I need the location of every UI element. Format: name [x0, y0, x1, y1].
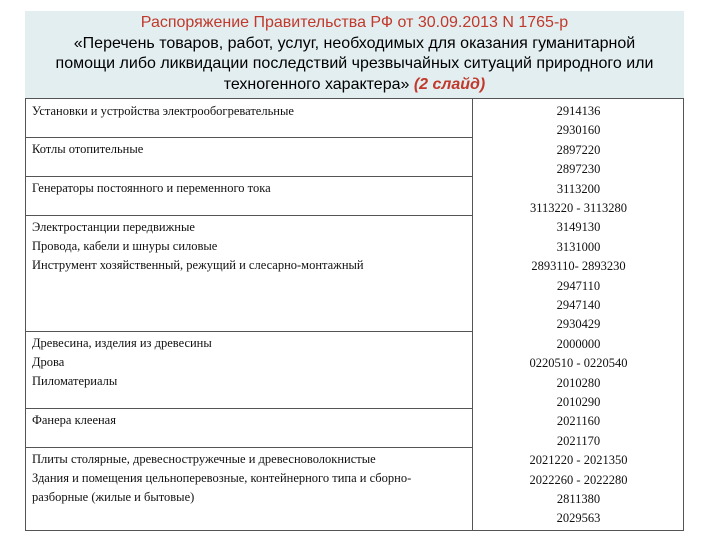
item-name: Здания и помещения цельноперевозные, контейнерного типа и сборно-разборные (жилые и бытовые)	[32, 471, 412, 504]
item-name: Котлы отопительные	[32, 142, 144, 156]
row-divider	[26, 215, 472, 216]
item-name: Пиломатериалы	[32, 374, 118, 388]
title-line-4	[25, 75, 684, 96]
item-name: Генераторы постоянного и переменного тока	[32, 181, 271, 195]
item-code: 3131000	[556, 239, 601, 254]
item-name: Провода, кабели и шнуры силовые	[32, 239, 218, 253]
item-code: 2897220	[556, 142, 601, 157]
item-code: 2010290	[556, 395, 601, 409]
slide-title	[25, 11, 684, 98]
item-code: 3113200	[556, 181, 601, 196]
item-name: Установки и устройства электрообогревательные	[32, 104, 294, 118]
item-code: 2010280	[556, 375, 601, 390]
item-code: 3149130	[556, 220, 601, 235]
item-name: Дрова	[32, 355, 65, 369]
item-code: 2897230	[556, 162, 601, 177]
row-divider	[26, 176, 472, 177]
item-code: 2029563	[556, 511, 601, 526]
item-code: 2000000	[556, 336, 601, 351]
item-name: Древесина, изделия из древесины	[32, 336, 212, 350]
item-code: 2947110	[556, 278, 601, 293]
item-code: 2021220 - 2021350	[529, 453, 628, 468]
row-divider	[26, 137, 472, 138]
row-divider	[26, 331, 472, 332]
item-code: 2947140	[556, 298, 601, 312]
goods-table	[25, 98, 684, 531]
item-code: 2022260 - 2022280	[529, 472, 628, 487]
title-line-2: «Перечень товаров, работ, услуг, необходимых для оказания гуманитарной	[73, 34, 636, 52]
item-code: 2914136	[556, 104, 601, 118]
item-code: 2021170	[556, 433, 601, 448]
row-divider	[26, 408, 472, 409]
title-line-4-text: техногенного характера»	[223, 75, 410, 93]
item-code: 3113220 - 3113280	[530, 201, 627, 215]
title-line-3: помощи либо ликвидации последствий чрезвычайных ситуаций природного или	[55, 55, 654, 72]
item-code: 2893110- 2893230	[531, 259, 626, 274]
item-code: 2021160	[556, 414, 601, 429]
row-divider	[26, 447, 472, 448]
item-name: Плиты столярные, древесностружечные и древесноволокнистые	[32, 452, 376, 466]
item-name: Электростанции передвижные	[32, 220, 195, 234]
item-code: 2930160	[556, 123, 601, 138]
title-line-1: Распоряжение Правительства РФ от 30.09.2013 N 1765-р	[140, 14, 569, 31]
item-name: Фанера клееная	[32, 413, 116, 427]
item-code: 2811380	[556, 492, 601, 506]
slide-number: (2 слайд)	[413, 75, 486, 93]
item-code: 2930429	[556, 317, 601, 332]
item-code: 0220510 - 0220540	[529, 356, 628, 371]
item-name: Инструмент хозяйственный, режущий и слесарно-монтажный	[32, 258, 364, 272]
